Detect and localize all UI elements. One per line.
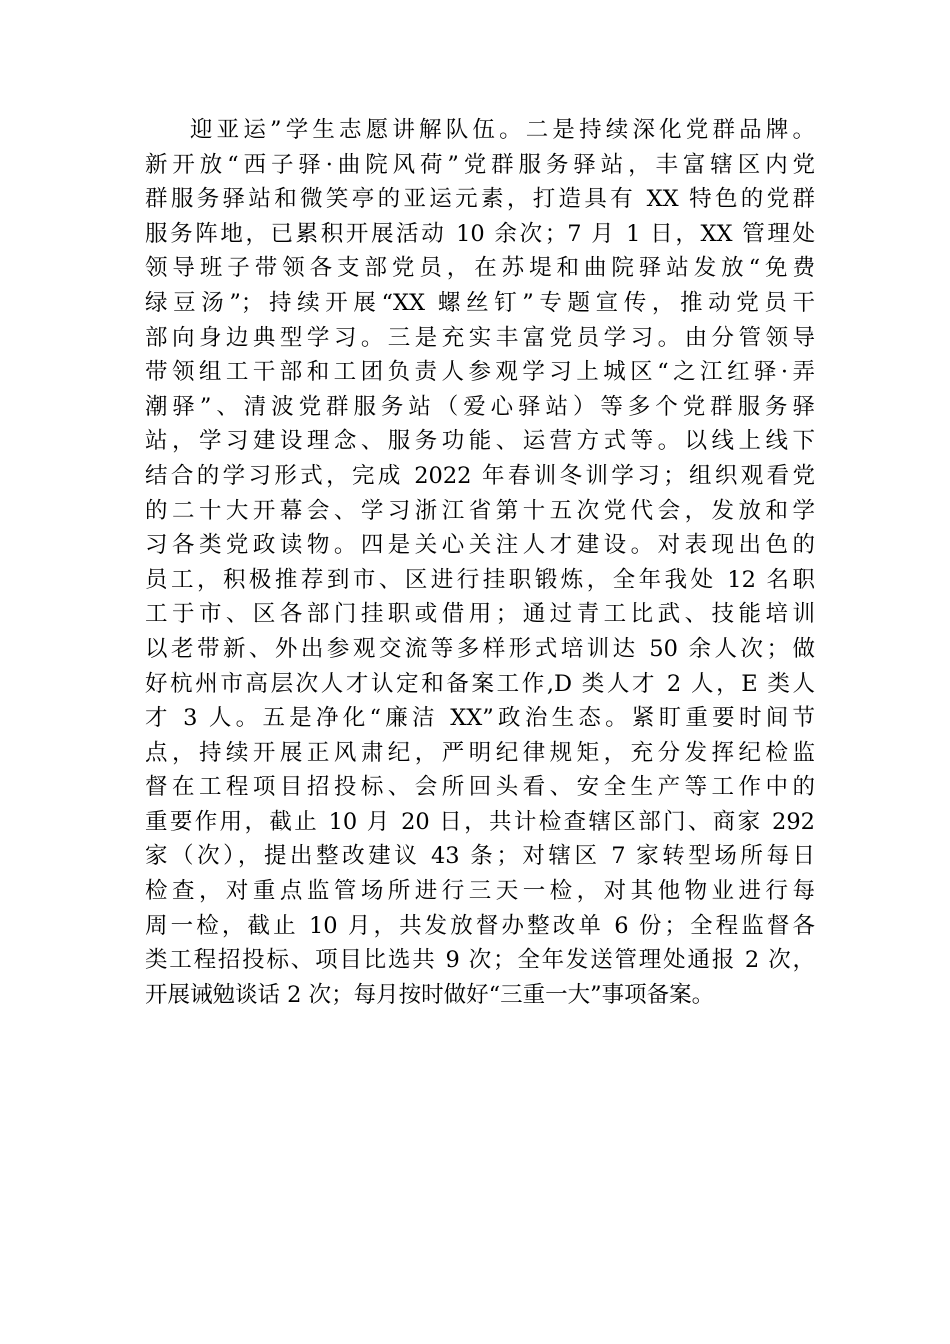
text-line-3: 群服务驿站和微笑亭的亚运元素，打造具有 XX 特色的党群 [145, 186, 815, 213]
text-line-21: 重要作用，截止 10 月 20 日，共计检查辖区部门、商家 292 [145, 808, 815, 835]
text-line-22: 家（次），提出整改建议 43 条；对辖区 7 家转型场所每日 [145, 843, 815, 870]
text-line-10: 站，学习建设理念、服务功能、运营方式等。以线上线下 [145, 428, 815, 455]
text-line-7: 部向身边典型学习。三是充实丰富党员学习。由分管领导 [145, 324, 815, 351]
text-line-20: 督在工程项目招投标、会所回头看、安全生产等工作中的 [145, 774, 815, 801]
text-line-24: 周一检，截止 10 月，共发放督办整改单 6 份；全程监督各 [145, 912, 815, 939]
text-line-15: 工于市、区各部门挂职或借用；通过青工比武、技能培训 [145, 601, 815, 628]
body-paragraph [145, 113, 815, 1012]
text-line-19: 点，持续开展正风肃纪，严明纪律规矩，充分发挥纪检监 [145, 739, 815, 766]
text-line-23: 检查，对重点监管场所进行三天一检，对其他物业进行每 [145, 878, 815, 905]
text-line-9: 潮驿”、清波党群服务站（爱心驿站）等多个党群服务驿 [145, 393, 815, 420]
text-line-8: 带领组工干部和工团负责人参观学习上城区“之江红驿·弄 [145, 359, 815, 386]
text-line-4: 服务阵地，已累积开展活动 10 余次；7 月 1 日，XX 管理处 [145, 220, 815, 247]
text-line-25: 类工程招投标、项目比选共 9 次；全年发送管理处通报 2 次， [145, 947, 815, 974]
text-line-5: 领导班子带领各支部党员，在苏堤和曲院驿站发放“免费 [145, 255, 815, 282]
text-line-1: 迎亚运”学生志愿讲解队伍。二是持续深化党群品牌。 [190, 117, 815, 143]
text-line-14: 员工，积极推荐到市、区进行挂职锻炼，全年我处 12 名职 [145, 566, 815, 593]
text-line-13: 习各类党政读物。四是关心关注人才建设。对表现出色的 [145, 532, 815, 559]
text-line-6: 绿豆汤”；持续开展“XX 螺丝钉”专题宣传，推动党员干 [145, 289, 815, 316]
text-line-26: 开展诫勉谈话 2 次；每月按时做好“三重一大”事项备案。 [145, 981, 715, 1008]
text-line-18: 才 3 人。五是净化“廉洁 XX”政治生态。紧盯重要时间节 [145, 705, 815, 732]
text-line-16: 以老带新、外出参观交流等多样形式培训达 50 余人次；做 [145, 635, 815, 662]
text-line-11: 结合的学习形式，完成 2022 年春训冬训学习；组织观看党 [145, 462, 815, 489]
text-line-2: 新开放“西子驿·曲院风荷”党群服务驿站，丰富辖区内党 [145, 151, 815, 178]
text-line-17: 好杭州市高层次人才认定和备案工作,D 类人才 2 人，E 类人 [145, 670, 815, 697]
text-line-12: 的二十大开幕会、学习浙江省第十五次党代会，发放和学 [145, 497, 815, 524]
